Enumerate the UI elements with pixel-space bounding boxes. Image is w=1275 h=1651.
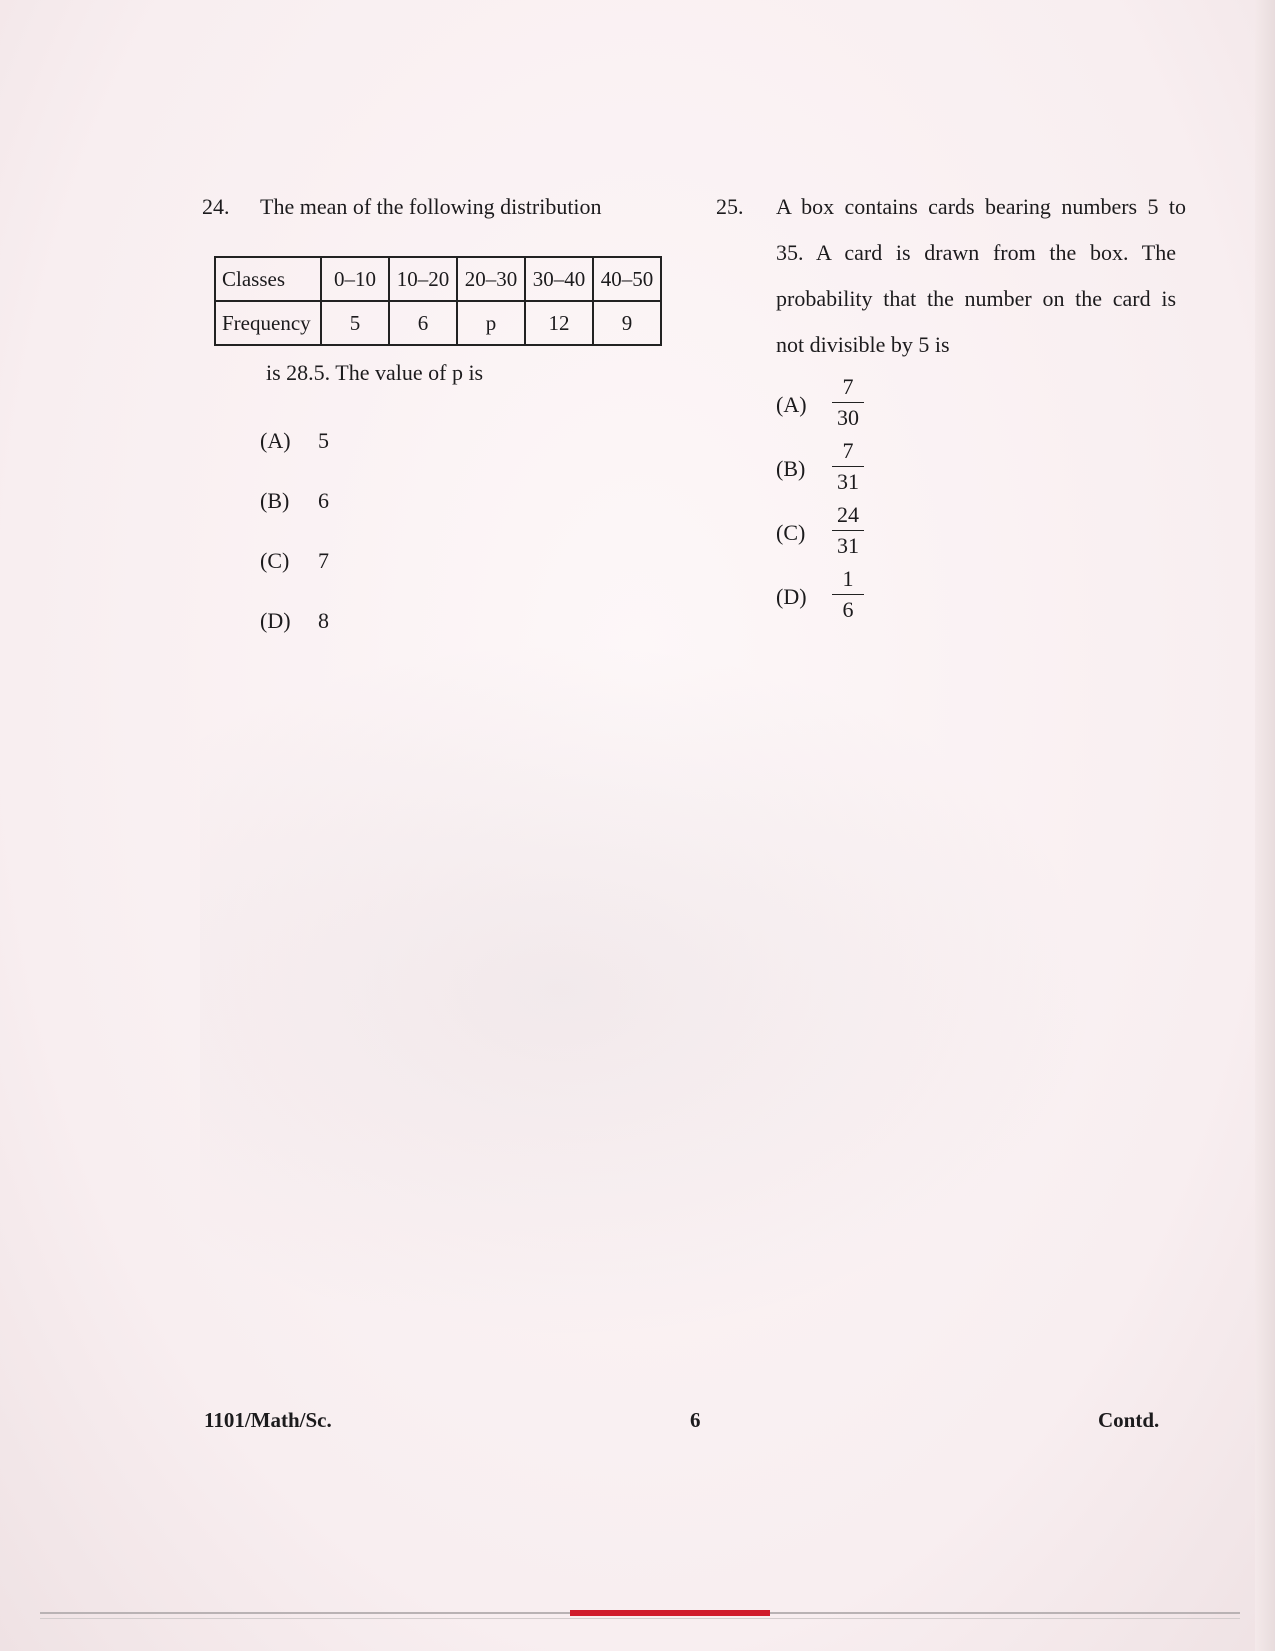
q24-frequency-table [214,256,662,346]
q25-line-2: 35. A card is drawn from the box. The [776,240,1176,265]
table-cell-class: 20–30 [457,257,525,301]
q25-option-a-fraction [828,374,868,431]
q25-number: 25. [716,194,744,219]
table-cell-class: 0–10 [321,257,389,301]
q25-option-d-fraction [828,566,868,623]
table-cell-class: 40–50 [593,257,661,301]
fraction-denominator: 6 [842,597,854,622]
q24-option-d-value: 8 [318,608,329,633]
q25-option-b-fraction [828,438,868,495]
q24-option-c-value: 7 [318,548,329,573]
footer-paper-code: 1101/Math/Sc. [204,1408,332,1432]
fraction-bar [832,530,864,531]
table-header-frequency: Frequency [215,301,321,345]
table-cell-class: 30–40 [525,257,593,301]
footer-contd: Contd. [1098,1408,1160,1432]
table-cell-frequency: 5 [321,301,389,345]
q24-option-b-value: 6 [318,488,329,513]
table-header-classes: Classes [215,257,321,301]
table-cell-class: 10–20 [389,257,457,301]
q25-option-c-fraction [828,502,868,559]
q25-line-1: A box contains cards bearing numbers 5 to [776,194,1186,219]
table-cell-frequency: 6 [389,301,457,345]
fraction-numerator: 7 [842,374,854,399]
q24-option-c-label: (C) [260,548,290,573]
fraction-numerator: 1 [842,566,854,591]
q24-option-d-label: (D) [260,608,291,633]
q25-option-c-label: (C) [776,520,806,545]
page-edge-right [1255,0,1275,1651]
fraction-denominator: 31 [837,533,859,558]
fraction-numerator: 24 [837,502,859,527]
q25-line-3: probability that the number on the card is [776,286,1176,311]
table-row-classes [215,257,661,301]
page-edge-bottom-secondary [40,1618,1240,1619]
q25-line-4: not divisible by 5 is [776,332,950,357]
table-cell-frequency: p [457,301,525,345]
table-row-frequency [215,301,661,345]
fraction-bar [832,466,864,467]
footer-page-number: 6 [690,1408,701,1432]
fraction-denominator: 31 [837,469,859,494]
q24-number: 24. [202,194,230,219]
q25-option-b-label: (B) [776,456,806,481]
bleed-through-shadow [200,640,1100,1340]
fraction-denominator: 30 [837,405,859,430]
table-cell-frequency: 12 [525,301,593,345]
fraction-numerator: 7 [842,438,854,463]
q25-option-d-label: (D) [776,584,807,609]
q24-option-b-label: (B) [260,488,290,513]
q24-option-a-value: 5 [318,428,329,453]
fraction-bar [832,402,864,403]
binding-tape [570,1610,770,1616]
q24-continuation: is 28.5. The value of p is [266,360,484,385]
table-cell-frequency: 9 [593,301,661,345]
fraction-bar [832,594,864,595]
q24-stem: The mean of the following distribution [260,194,602,219]
q25-option-a-label: (A) [776,392,807,417]
q24-option-a-label: (A) [260,428,291,453]
